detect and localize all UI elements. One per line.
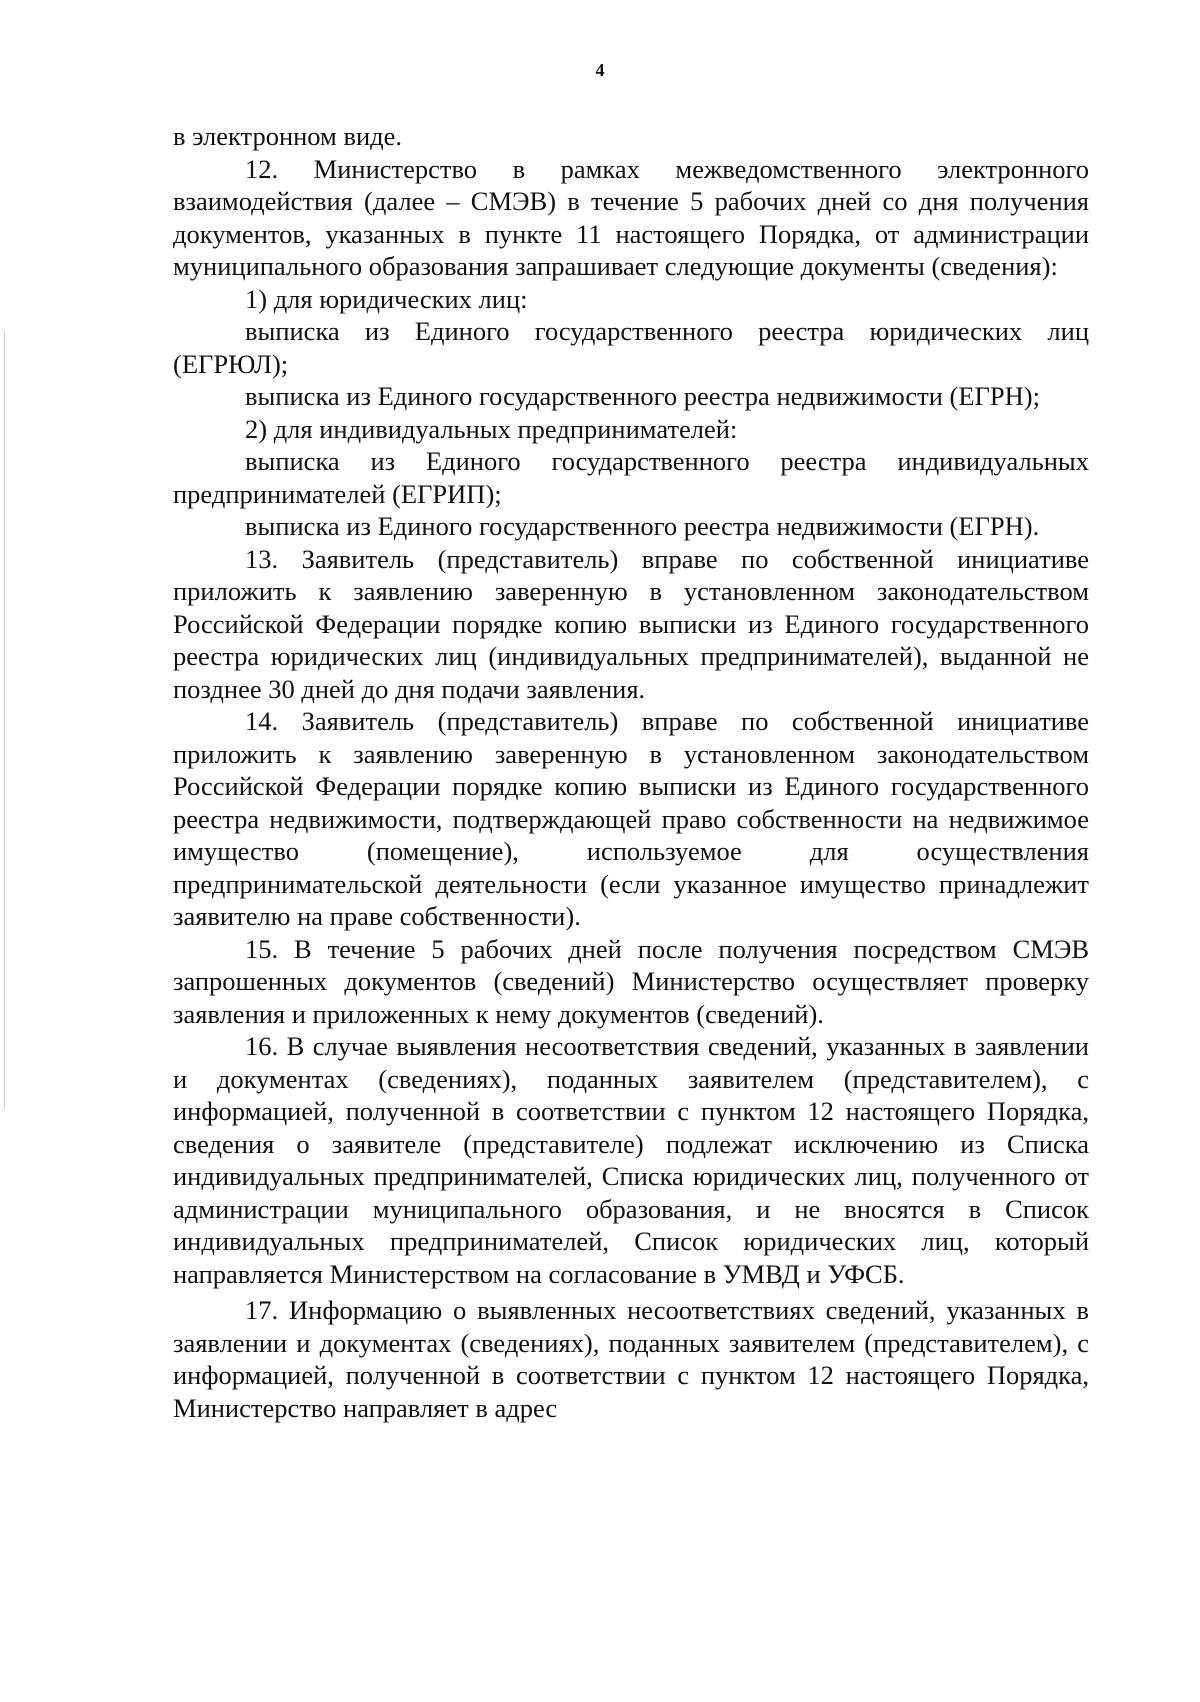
paragraph-13: 13. Заявитель (представитель) вправе по собственной инициативе приложить к заявлению заверенную в установленном законодательством Российской Федерации порядке копию выписки из Единого государственного реестра юридических лиц (индивидуальных предпринимателей), выданной не позднее 30 дней до дня подачи заявления. <box>173 543 1089 704</box>
paragraph-12-item-2-egrn: выписка из Единого государственного реестра недвижимости (ЕГРН). <box>245 511 1040 541</box>
paragraph-17: 17. Информацию о выявленных несоответствиях сведений, указанных в заявлении и документах (сведениях), поданных заявителем (представителем), с информацией, полученной в соответствии с пунктом 12 настоящего Порядка, Министерство направляет в адрес <box>173 1295 1089 1423</box>
paragraph-12-item-1-egrn: выписка из Единого государственного реестра недвижимости (ЕГРН); <box>245 381 1040 411</box>
paragraph-12-item-1: 1) для юридических лиц: <box>245 283 528 314</box>
paragraph-continuation: в электронном виде. <box>173 121 403 151</box>
document-body <box>173 120 1089 1424</box>
paragraph-12-item-2-egrip: выписка из Единого государственного реестра индивидуальных предпринимателей (ЕГРИП); <box>173 446 1089 509</box>
paragraph-14: 14. Заявитель (представитель) вправе по собственной инициативе приложить к заявлению заверенную в установленном законодательством Российской Федерации порядке копию выписки из Единого государственного реестра недвижимости, подтверждающей право собственности на недвижимое имущество (помещение), используемое для осуществления предпринимательской деятельности (если указанное имущество принадлежит заявителю на праве собственности). <box>173 706 1089 931</box>
scan-edge-line <box>4 330 5 1110</box>
paragraph-12-item-2: 2) для индивидуальных предпринимателей: <box>245 413 738 444</box>
paragraph-12-item-1-egrul: выписка из Единого государственного реестра юридических лиц (ЕГРЮЛ); <box>173 316 1089 379</box>
paragraph-12: 12. Министерство в рамках межведомственного электронного взаимодействия (далее – СМЭВ) в течение 5 рабочих дней со дня получения документов, указанных в пункте 11 настоящего Порядка, от администрации муниципального образования запрашивает следующие документы (сведения): <box>173 153 1089 281</box>
paragraph-15: 15. В течение 5 рабочих дней после получения посредством СМЭВ запрошенных документов (сведений) Министерство осуществляет проверку заявления и приложенных к нему документов (сведений). <box>173 933 1089 1029</box>
paragraph-16: 16. В случае выявления несоответствия сведений, указанных в заявлении и документах (сведениях), поданных заявителем (представителем), с информацией, полученной в соответствии с пунктом 12 настоящего Порядка, сведения о заявителе (представителе) подлежат исключению из Списка индивидуальных предпринимателей, Списка юридических лиц, полученного от администрации муниципального образования, и не вносятся в Список индивидуальных предпринимателей, Список юридических лиц, который направляется Министерством на согласование в УМВД и УФСБ. <box>173 1031 1089 1289</box>
page-number: 4 <box>595 60 605 80</box>
